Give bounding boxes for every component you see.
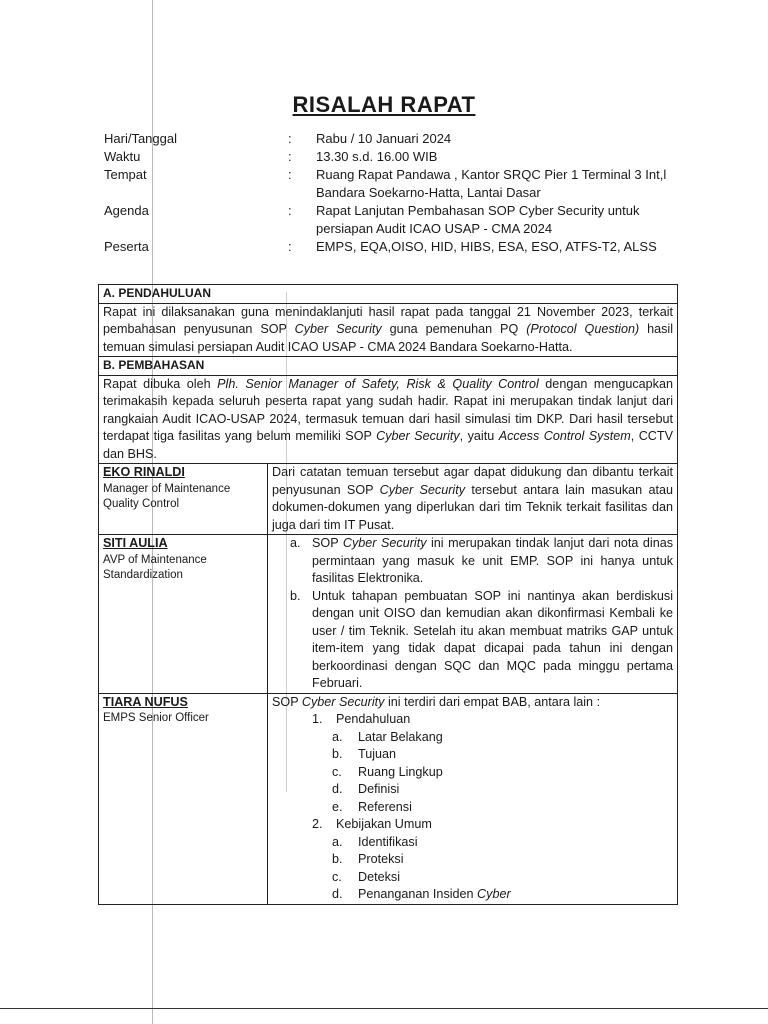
list-marker: e. [332,799,343,814]
speaker-notes [268,535,678,694]
meta-row-agenda [104,202,686,238]
meta-colon: : [288,131,292,146]
text: SOP [312,536,343,550]
italic-text: (Protocol Question) [526,322,640,336]
meta-value: 13.30 s.d. 16.00 WIB [316,149,438,164]
speaker-cell [99,535,268,694]
italic-text: Cyber Security [379,482,466,497]
text: Referensi [358,799,412,814]
list-item [332,764,673,782]
italic-text: Cyber Security [376,429,460,443]
text: ini merupakan tindak lanjut dari nota dinas permintaan yang masuk ke unit EMP. SOP ini hanya untuk fasilitas Elektronika. [312,536,674,585]
chapter-item [312,816,673,834]
meta-row-date [104,130,686,148]
list-marker: c. [332,869,342,884]
list-item [290,588,673,693]
chapter-item [312,711,673,729]
text: Rapat ini dilaksanakan guna menindaklanjuti hasil rapat pada tanggal 21 November 2023, terkait pembahasan penyusunan SOP [103,304,673,336]
text: tersebut antara lain masukan atau dokumen-dokumen yang diperlukan dari tim Teknik terkait fasilitas dan juga dari tim IT Pusat. [272,482,673,532]
speaker-role: EMPS Senior Officer [103,712,209,724]
page-bottom-rule [0,1008,768,1009]
text: Kebijakan Umum [336,817,432,831]
text: guna pemenuhan PQ [381,322,527,336]
meta-value: EMPS, EQA,OISO, HID, HIBS, ESA, ESO, ATFS-T2, ALSS [316,239,657,254]
list-marker: a. [290,536,301,550]
meta-colon: : [288,149,292,164]
text: Penanganan Insiden [358,887,478,901]
meta-row-place [104,166,686,202]
text: Ruang Lingkup [358,764,443,779]
text: , CCTV dan BHS. [103,429,673,461]
list-marker: a. [332,729,343,744]
meta-value: Ruang Rapat Pandawa , Kantor SRQC Pier 1 Terminal 3 Int,l Bandara Soekarno-Hatta, Lantai Dasar [316,167,667,200]
speaker-row-eko [99,464,678,535]
speaker-name: EKO RINALDI [103,465,185,479]
text: Identifikasi [358,834,418,849]
list-marker: 1. [312,712,323,726]
text: dengan mengucapkan terimakasih kepada seluruh peserta rapat yang sudah hadir. Rapat ini merupakan tindak lanjut dari rangkaian Audit ICAO-USAP 2024, termasuk temuan dari hasil simulasi tim DKP. Dari hasil tersebut terdapat tiga fasilitas yang belum memiliki SOP [103,376,673,443]
list-marker: c. [332,764,342,779]
meeting-info [104,130,686,256]
list-item [290,535,674,588]
italic-text: Cyber Security [342,536,427,550]
text: Rapat dibuka oleh [103,376,218,391]
meta-label: Tempat [104,167,147,182]
text: Definisi [358,782,400,796]
list-marker: b. [332,852,343,866]
section-a-heading-row [99,285,678,304]
text: Proteksi [358,852,404,866]
text: Tujuan [358,747,397,761]
sub-list [272,834,673,904]
list-marker: b. [290,588,301,603]
chapter-list [272,711,673,729]
italic-text: Access Control System [498,429,631,443]
italic-text: Plh. Senior Manager of Safety, Risk & Quality Control [217,376,539,391]
text: Pendahuluan [336,712,411,726]
list-item [332,834,673,852]
speaker-role: AVP of Maintenance Standardization [103,553,207,581]
speaker-row-siti [99,535,678,694]
meta-label: Peserta [104,239,149,254]
list-marker: a. [332,834,343,849]
chapter-list [272,816,673,834]
italic-text: Cyber Security [301,694,385,709]
meta-colon: : [288,167,292,182]
text: SOP [272,694,302,709]
meta-colon: : [288,239,292,254]
section-b-body [99,375,678,464]
speaker-role: Manager of Maintenance Quality Control [103,482,231,510]
speaker-row-tiara [99,693,678,904]
notes-intro [272,694,673,712]
minutes-table [98,284,678,905]
text: , yaitu [459,429,499,443]
list-marker: d. [332,887,343,901]
italic-text: Cyber Security [294,322,382,336]
list-item [332,799,673,817]
text: Latar Belakang [358,729,443,744]
speaker-cell [99,464,268,535]
list-marker: d. [332,782,343,796]
text: ini terdiri dari empat BAB, antara lain : [384,694,601,709]
text: hasil temuan simulasi persiapan Audit ICAO USAP - CMA 2024 Bandara Soekarno-Hatta. [103,322,673,354]
section-a-body [99,303,678,357]
speaker-name: SITI AULIA [103,536,168,550]
list-marker: 2. [312,817,323,831]
meta-row-time [104,148,686,166]
section-b-body-row [99,375,678,464]
list-item [332,729,673,747]
list-marker: b. [332,747,343,761]
text: Deteksi [358,869,400,884]
section-b-heading-row [99,357,678,376]
meta-label: Waktu [104,149,141,164]
text: Untuk tahapan pembuatan SOP ini nantinya akan berdiskusi dengan unit OISO dan kemudian akan dikonfirmasi Kembali ke user / tim Teknik. Setelah itu akan membuat matriks GAP untuk item-item yang tidak dapat dicapai pada tahun ini dengan berkoordinasi dengan SQC dan MQC pada minggu pertama Februari. [312,588,673,690]
italic-text: Cyber [477,887,511,901]
list-item [332,886,673,904]
section-a-heading: A. PENDAHULUAN [99,285,678,304]
meta-colon: : [288,203,292,218]
list-item [332,869,673,887]
speaker-name: TIARA NUFUS [103,694,188,709]
list-item [332,781,673,799]
sub-list [272,729,673,817]
meta-label: Hari/Tanggal [104,131,177,146]
meta-label: Agenda [104,203,149,218]
document-title: RISALAH RAPAT [292,92,476,117]
list-item [332,851,673,869]
notes-list [272,535,673,693]
text: Dari catatan temuan tersebut agar dapat didukung dan dibantu terkait penyusunan SOP [272,465,673,497]
meta-value: Rabu / 10 Januari 2024 [316,131,452,146]
section-a-body-row [99,303,678,357]
speaker-notes [268,464,678,535]
speaker-notes [268,693,678,904]
list-item [332,746,673,764]
meta-row-participants [104,238,686,256]
speaker-cell [99,693,268,904]
meta-value: Rapat Lanjutan Pembahasan SOP Cyber Security untuk persiapan Audit ICAO USAP - CMA 2024 [316,203,640,236]
section-b-heading: B. PEMBAHASAN [99,357,678,376]
